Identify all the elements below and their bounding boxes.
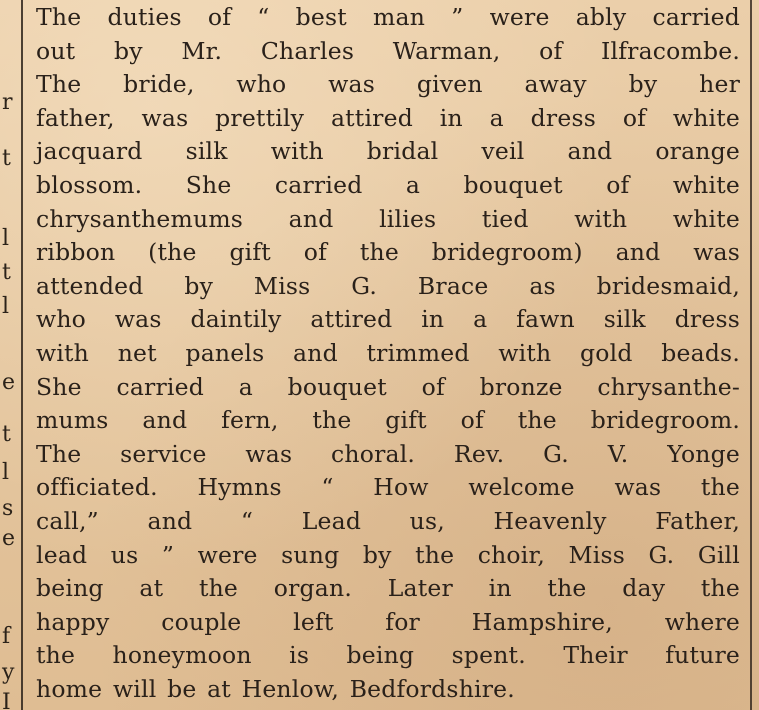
article-line: officiated. Hymns “ How welcome was the bbox=[36, 473, 740, 502]
article-line: lead us ” were sung by the choir, Miss G. Gill bbox=[36, 540, 740, 569]
left-fragment-letter: l bbox=[2, 294, 10, 319]
left-fragment-letter: y bbox=[2, 660, 15, 685]
article-line: who was daintily attired in a fawn silk dress bbox=[36, 305, 740, 334]
column-rule-left bbox=[21, 0, 23, 710]
article-line: attended by Miss G. Brace as bridesmaid, bbox=[36, 271, 740, 300]
left-fragment-letter: e bbox=[2, 526, 16, 551]
article-line: the honeymoon is being spent. Their future bbox=[36, 641, 740, 670]
left-fragment-letter: l bbox=[2, 226, 10, 251]
article-line: happy couple left for Hampshire, where bbox=[36, 607, 740, 636]
left-fragment-letter: f bbox=[2, 624, 11, 649]
left-fragment-letter: t bbox=[2, 146, 11, 171]
left-fragment-letter: e bbox=[2, 370, 16, 395]
column-rule-right bbox=[750, 0, 752, 710]
article-line: father, was prettily attired in a dress of white bbox=[36, 103, 740, 132]
article-line: The bride, who was given away by her bbox=[36, 70, 740, 99]
left-fragment-letter: t bbox=[2, 260, 11, 285]
article-body bbox=[36, 0, 740, 706]
left-fragment-letter: t bbox=[2, 422, 11, 447]
article-line: ribbon (the gift of the bridegroom) and was bbox=[36, 238, 740, 267]
article-line: She carried a bouquet of bronze chrysanthe- bbox=[36, 372, 740, 401]
article-line: jacquard silk with bridal veil and orange bbox=[36, 137, 740, 166]
left-fragment-letter: I bbox=[2, 690, 11, 710]
left-fragment-letter: l bbox=[2, 460, 10, 485]
article-line: out by Mr. Charles Warman, of Ilfracombe. bbox=[36, 36, 740, 65]
article-line: call,” and “ Lead us, Heavenly Father, bbox=[36, 506, 740, 535]
article-line: chrysanthemums and lilies tied with white bbox=[36, 204, 740, 233]
article-line: mums and fern, the gift of the bridegroom. bbox=[36, 406, 740, 435]
article-line: blossom. She carried a bouquet of white bbox=[36, 170, 740, 199]
article-line: The duties of “ best man ” were ably carried bbox=[36, 3, 740, 31]
left-fragment-letter: s bbox=[2, 496, 14, 521]
article-line: home will be at Henlow, Bedfordshire. bbox=[36, 674, 515, 703]
article-line: with net panels and trimmed with gold beads. bbox=[36, 338, 740, 367]
adjacent-column-fragment bbox=[0, 0, 20, 710]
article-line: The service was choral. Rev. G. V. Yonge bbox=[36, 439, 740, 468]
left-fragment-letter: r bbox=[2, 90, 13, 115]
article-line: being at the organ. Later in the day the bbox=[36, 574, 740, 603]
